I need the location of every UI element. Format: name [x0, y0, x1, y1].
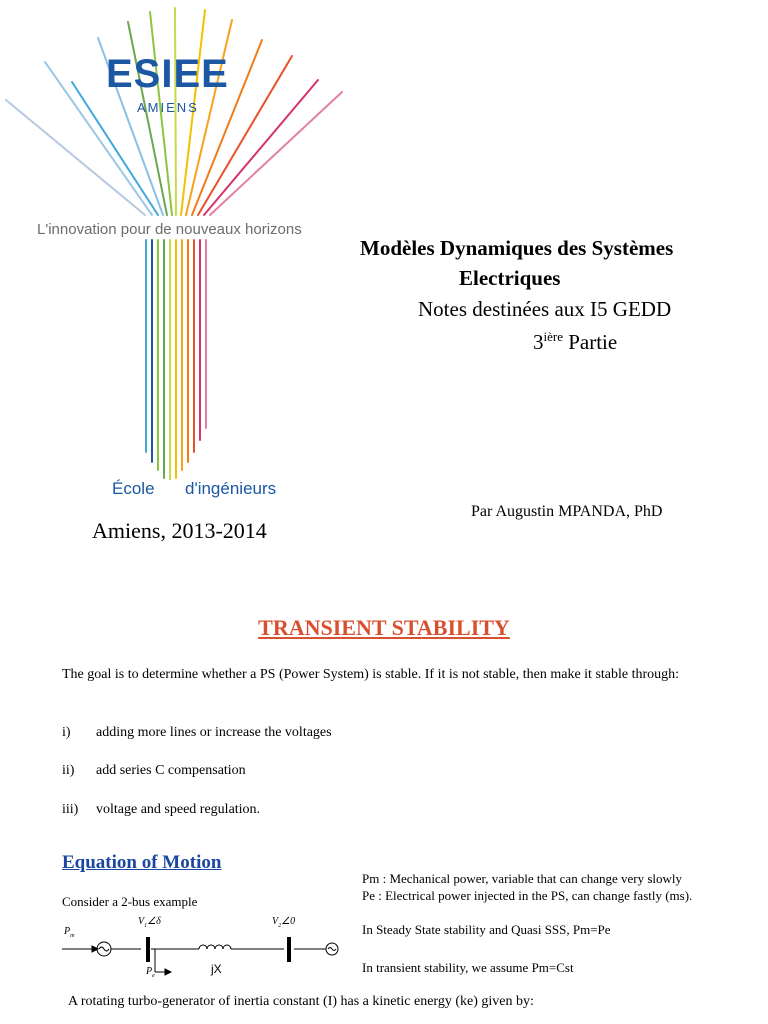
- note-steady-state: In Steady State stability and Quasi SSS, Pm=Pe: [362, 922, 611, 937]
- pm-sub: m: [70, 933, 75, 939]
- equation-heading: Equation of Motion: [62, 852, 222, 873]
- part-word: Partie: [562, 330, 618, 354]
- consider-text: Consider a 2-bus example: [62, 894, 198, 909]
- svg-text:V1∠δ: [138, 916, 161, 929]
- intro-paragraph: The goal is to determine whether a PS (Power System) is stable. If it is not stable, then make it stable through:: [62, 667, 680, 682]
- note-pm: Pm : Mechanical power, variable that can change very slowly: [362, 871, 683, 886]
- note-pe: Pe : Electrical power injected in the PS, can change fastly (ms).: [362, 888, 693, 903]
- part-superscript: ière: [543, 329, 563, 344]
- two-bus-diagram: [58, 908, 353, 988]
- list-item-number: ii): [62, 763, 75, 778]
- bus-bar-1: [146, 937, 150, 962]
- doc-part: [533, 329, 617, 355]
- list-item-text: adding more lines or increase the voltages: [96, 725, 332, 740]
- list-item-number: i): [62, 725, 71, 740]
- v2-label: V: [272, 916, 279, 927]
- inductor-symbol: [199, 945, 231, 949]
- v1-label: V: [138, 916, 145, 927]
- reactance-label: jX: [211, 962, 222, 976]
- v1-angle: ∠δ: [147, 916, 161, 927]
- list-item-number: iii): [62, 802, 79, 817]
- svg-text:Pe: [145, 966, 155, 979]
- svg-text:V2∠0: [272, 916, 295, 929]
- v1-sub: 1: [144, 923, 148, 929]
- logo-city: AMIENS: [137, 100, 199, 115]
- note-transient: In transient stability, we assume Pm=Cst: [362, 960, 574, 975]
- pe-sub: e: [152, 973, 155, 979]
- doc-place-date: Amiens, 2013-2014: [92, 518, 267, 543]
- section-title: TRANSIENT STABILITY: [258, 615, 510, 640]
- doc-subtitle: Notes destinées aux I5 GEDD: [418, 297, 672, 321]
- pm-label: P: [64, 926, 71, 937]
- list-item-text: voltage and speed regulation.: [96, 802, 261, 817]
- doc-title-line2: Electriques: [459, 266, 561, 290]
- list-item-text: add series C compensation: [96, 763, 246, 778]
- v2-sub: 2: [278, 923, 282, 929]
- rotating-text: A rotating turbo-generator of inertia constant (I) has a kinetic energy (ke) given by:: [68, 994, 534, 1009]
- generator-sine: [99, 947, 109, 951]
- doc-title-line1: Modèles Dynamiques des Systèmes: [360, 236, 674, 260]
- logo-school-a: École: [112, 479, 155, 498]
- logo-school-b: d'ingénieurs: [185, 479, 277, 498]
- svg-text:Pm: [63, 926, 75, 939]
- logo-brand: ESIEE: [106, 52, 229, 96]
- logo-tagline: L'innovation pour de nouveaux horizons: [37, 221, 302, 238]
- part-number: 3: [533, 330, 544, 354]
- bus-bar-2: [287, 937, 291, 962]
- pe-label: P: [146, 966, 153, 977]
- doc-author: Par Augustin MPANDA, PhD: [471, 503, 663, 520]
- v2-angle: ∠0: [281, 916, 296, 927]
